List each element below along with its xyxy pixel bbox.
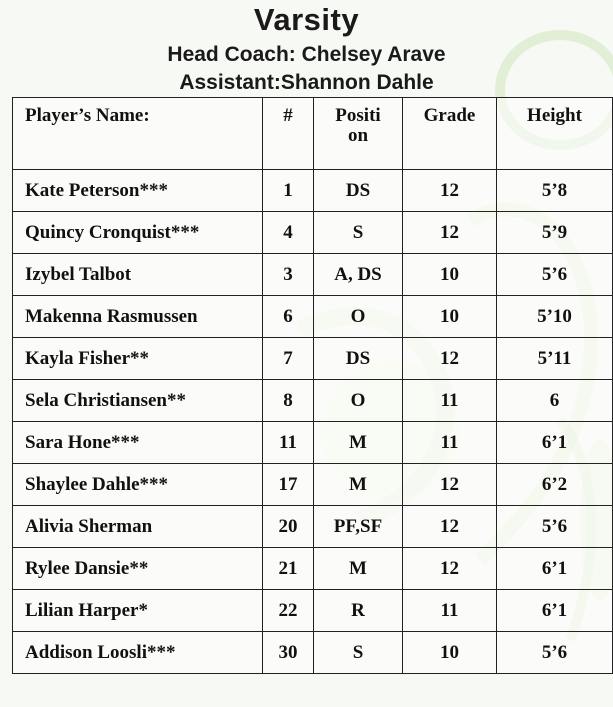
player-position: M xyxy=(314,548,403,590)
player-number: 17 xyxy=(263,464,314,506)
player-position: A, DS xyxy=(314,254,403,296)
player-name: Quincy Cronquist*** xyxy=(13,212,263,254)
player-grade: 10 xyxy=(403,632,497,674)
player-name: Sela Christiansen** xyxy=(13,380,263,422)
player-grade: 12 xyxy=(403,212,497,254)
player-number: 21 xyxy=(263,548,314,590)
player-position: S xyxy=(314,212,403,254)
player-grade: 10 xyxy=(403,296,497,338)
player-height: 5’6 xyxy=(497,632,613,674)
player-grade: 12 xyxy=(403,506,497,548)
roster-table xyxy=(12,97,613,674)
column-header-name: Player’s Name: xyxy=(13,98,263,170)
page-title: Varsity xyxy=(253,2,360,37)
player-number: 4 xyxy=(263,212,314,254)
player-name: Sara Hone*** xyxy=(13,422,263,464)
player-position: O xyxy=(314,296,403,338)
player-number: 1 xyxy=(263,170,314,212)
column-header-grade: Grade xyxy=(403,98,497,170)
player-height: 6’2 xyxy=(497,464,613,506)
player-height: 5’10 xyxy=(497,296,613,338)
player-position: M xyxy=(314,464,403,506)
player-number: 7 xyxy=(263,338,314,380)
player-name: Kayla Fisher** xyxy=(13,338,263,380)
player-position: R xyxy=(314,590,403,632)
player-grade: 11 xyxy=(403,422,497,464)
table-row xyxy=(13,590,613,632)
player-number: 6 xyxy=(263,296,314,338)
player-number: 3 xyxy=(263,254,314,296)
player-height: 6’1 xyxy=(497,548,613,590)
player-grade: 10 xyxy=(403,254,497,296)
column-header-number: # xyxy=(263,98,314,170)
player-grade: 12 xyxy=(403,338,497,380)
table-row xyxy=(13,422,613,464)
player-position: O xyxy=(314,380,403,422)
column-header-position xyxy=(314,98,403,170)
player-position: DS xyxy=(314,170,403,212)
player-name: Kate Peterson*** xyxy=(13,170,263,212)
player-name: Lilian Harper* xyxy=(13,590,263,632)
player-grade: 11 xyxy=(403,590,497,632)
player-name: Alivia Sherman xyxy=(13,506,263,548)
column-header-height: Height xyxy=(497,98,613,170)
player-position: S xyxy=(314,632,403,674)
column-header-position-label: Positi on xyxy=(335,105,381,146)
player-number: 20 xyxy=(263,506,314,548)
player-position: PF,SF xyxy=(314,506,403,548)
table-row xyxy=(13,254,613,296)
table-row xyxy=(13,632,613,674)
player-name: Izybel Talbot xyxy=(13,254,263,296)
player-grade: 12 xyxy=(403,170,497,212)
table-row xyxy=(13,548,613,590)
player-height: 5’6 xyxy=(497,506,613,548)
player-position: M xyxy=(314,422,403,464)
player-grade: 12 xyxy=(403,464,497,506)
table-row xyxy=(13,506,613,548)
table-header-row xyxy=(13,98,613,170)
player-grade: 12 xyxy=(403,548,497,590)
player-height: 5’11 xyxy=(497,338,613,380)
table-row xyxy=(13,464,613,506)
table-row xyxy=(13,296,613,338)
player-name: Addison Loosli*** xyxy=(13,632,263,674)
player-height: 5’6 xyxy=(497,254,613,296)
player-position: DS xyxy=(314,338,403,380)
player-number: 30 xyxy=(263,632,314,674)
table-row xyxy=(13,212,613,254)
player-height: 6’1 xyxy=(497,422,613,464)
player-number: 8 xyxy=(263,380,314,422)
table-row xyxy=(13,170,613,212)
player-height: 5’9 xyxy=(497,212,613,254)
player-name: Shaylee Dahle*** xyxy=(13,464,263,506)
player-grade: 11 xyxy=(403,380,497,422)
player-number: 22 xyxy=(263,590,314,632)
player-number: 11 xyxy=(263,422,314,464)
assistant-coach-line: Assistant:Shannon Dahle xyxy=(179,71,434,94)
player-height: 6’1 xyxy=(497,590,613,632)
player-height: 5’8 xyxy=(497,170,613,212)
table-row xyxy=(13,380,613,422)
player-name: Rylee Dansie** xyxy=(13,548,263,590)
player-height: 6 xyxy=(497,380,613,422)
player-name: Makenna Rasmussen xyxy=(13,296,263,338)
table-row xyxy=(13,338,613,380)
head-coach-line: Head Coach: Chelsey Arave xyxy=(167,43,446,66)
